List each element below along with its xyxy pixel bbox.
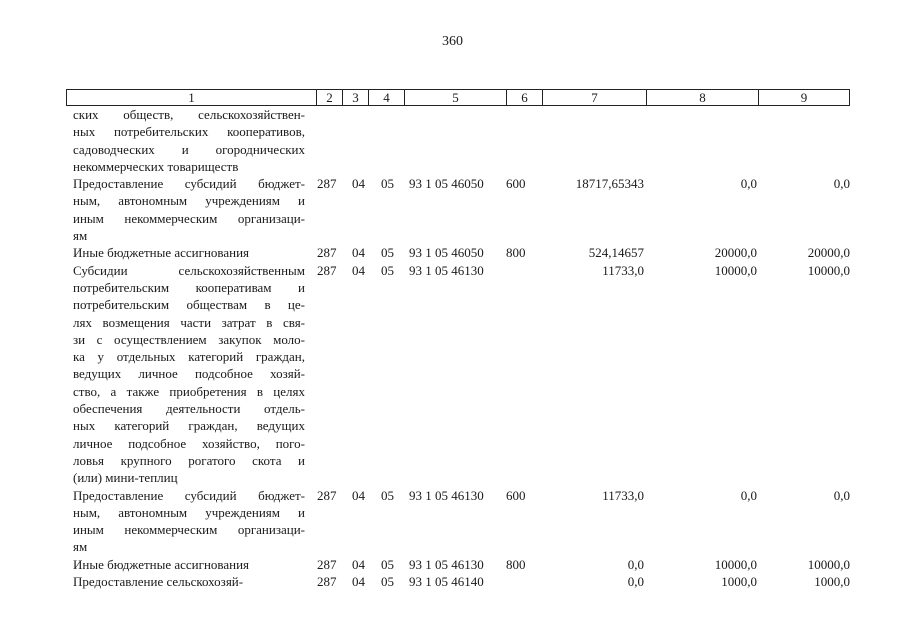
cell-col-8: 0,0: [740, 487, 757, 503]
description-line: некоммерческих товариществ: [73, 158, 239, 174]
cell-col-7: 18717,65343: [575, 176, 644, 192]
cell-col-3: 04: [352, 556, 365, 572]
description-line: иным некоммерческим организаци-: [73, 522, 305, 538]
description-line: потребительским кооперативам и: [73, 279, 305, 295]
header-col-9: 9: [800, 90, 808, 105]
description-line: Предоставление субсидий бюджет-: [73, 176, 305, 192]
description-line: ка у отдельных категорий граждан,: [73, 349, 305, 365]
cell-col-7: 0,0: [627, 574, 644, 590]
cell-col-3: 04: [352, 176, 365, 192]
cell-col-8: 1000,0: [721, 574, 757, 590]
description-line: Предоставление сельскохозяй-: [73, 574, 244, 590]
description-line: ям: [73, 539, 88, 555]
cell-col-8: 10000,0: [714, 262, 757, 278]
cell-col-6: 600: [506, 487, 526, 503]
cell-col-5: 93 1 05 46050: [409, 176, 484, 192]
table-row: [0, 175, 905, 244]
cell-col-4: 05: [381, 245, 394, 261]
description-line: Иные бюджетные ассигнования: [73, 245, 250, 261]
description-line: ских обществ, сельскохозяйствен-: [73, 107, 305, 122]
description-line: ных категорий граждан, ведущих: [73, 418, 305, 434]
cell-col-9: 20000,0: [807, 245, 850, 261]
header-col-6: 6: [507, 90, 543, 105]
row-description: [73, 262, 305, 487]
header-col-7: 7: [543, 90, 647, 105]
cell-col-7: 11733,0: [602, 262, 644, 278]
description-line: (или) мини-теплиц: [73, 470, 178, 486]
cell-col-3: 04: [352, 262, 365, 278]
description-line: ям: [73, 228, 88, 244]
row-description: [73, 106, 305, 175]
table-body: [0, 106, 905, 590]
description-line: ловья крупного рогатого скота и: [73, 452, 305, 468]
description-line: ным, автономным учреждениям и: [73, 504, 305, 520]
table-row: [0, 487, 905, 556]
table-row: [0, 573, 905, 590]
description-line: ство, а также приобретения в целях: [73, 383, 305, 399]
description-line: ным, автономным учреждениям и: [73, 193, 305, 209]
cell-col-9: 10000,0: [807, 556, 850, 572]
header-col-8: 8: [647, 90, 759, 105]
description-line: Иные бюджетные ассигнования: [73, 556, 250, 572]
cell-col-9: 0,0: [833, 176, 850, 192]
cell-col-6: 800: [506, 556, 526, 572]
description-line: ведущих личное подсобное хозяй-: [73, 366, 305, 382]
cell-col-2: 287: [317, 262, 337, 278]
row-description: [73, 573, 305, 590]
description-line: садоводческих и огороднических: [73, 141, 305, 157]
cell-col-4: 05: [381, 487, 394, 503]
cell-col-7: 524,14657: [588, 245, 644, 261]
description-line: личное подсобное хозяйство, пого-: [73, 435, 305, 451]
cell-col-3: 04: [352, 245, 365, 261]
table-header: [66, 89, 850, 106]
cell-col-4: 05: [381, 262, 394, 278]
cell-col-9: 10000,0: [807, 262, 850, 278]
header-col-3: 3: [343, 90, 369, 105]
cell-col-5: 93 1 05 46130: [409, 556, 484, 572]
row-description: [73, 175, 305, 244]
description-line: Предоставление субсидий бюджет-: [73, 487, 305, 503]
cell-col-8: 20000,0: [714, 245, 757, 261]
cell-col-7: 0,0: [627, 556, 644, 572]
header-col-4: 4: [369, 90, 405, 105]
description-line: обеспечения деятельности отдель-: [73, 401, 305, 417]
cell-col-5: 93 1 05 46140: [409, 574, 484, 590]
cell-col-2: 287: [317, 176, 337, 192]
cell-col-4: 05: [381, 574, 394, 590]
row-description: [73, 487, 305, 556]
table-row: [0, 556, 905, 573]
cell-col-5: 93 1 05 46050: [409, 245, 484, 261]
description-line: ных потребительских кооперативов,: [73, 124, 305, 140]
cell-col-8: 0,0: [740, 176, 757, 192]
cell-col-9: 0,0: [833, 487, 850, 503]
cell-col-3: 04: [352, 574, 365, 590]
row-description: [73, 244, 305, 261]
page-number: 360: [442, 34, 463, 49]
table-row: [0, 106, 905, 175]
cell-col-4: 05: [381, 556, 394, 572]
cell-col-2: 287: [317, 574, 337, 590]
description-line: иным некоммерческим организаци-: [73, 210, 305, 226]
description-line: Субсидии сельскохозяйственным: [73, 262, 305, 278]
table-row: [0, 244, 905, 261]
cell-col-6: 800: [506, 245, 526, 261]
row-description: [73, 556, 305, 573]
cell-col-2: 287: [317, 556, 337, 572]
description-line: потребительским обществам в це-: [73, 297, 305, 313]
cell-col-2: 287: [317, 245, 337, 261]
cell-col-5: 93 1 05 46130: [409, 487, 484, 503]
cell-col-5: 93 1 05 46130: [409, 262, 484, 278]
header-col-5: 5: [405, 90, 507, 105]
cell-col-6: 600: [506, 176, 526, 192]
header-col-2: 2: [317, 90, 343, 105]
header-col-1: 1: [67, 90, 317, 105]
cell-col-7: 11733,0: [602, 487, 644, 503]
cell-col-4: 05: [381, 176, 394, 192]
cell-col-9: 1000,0: [814, 574, 850, 590]
description-line: лях возмещения части затрат в свя-: [73, 314, 305, 330]
table-row: [0, 262, 905, 487]
cell-col-8: 10000,0: [714, 556, 757, 572]
description-line: зи с осуществлением закупок моло-: [73, 331, 305, 347]
cell-col-2: 287: [317, 487, 337, 503]
cell-col-3: 04: [352, 487, 365, 503]
